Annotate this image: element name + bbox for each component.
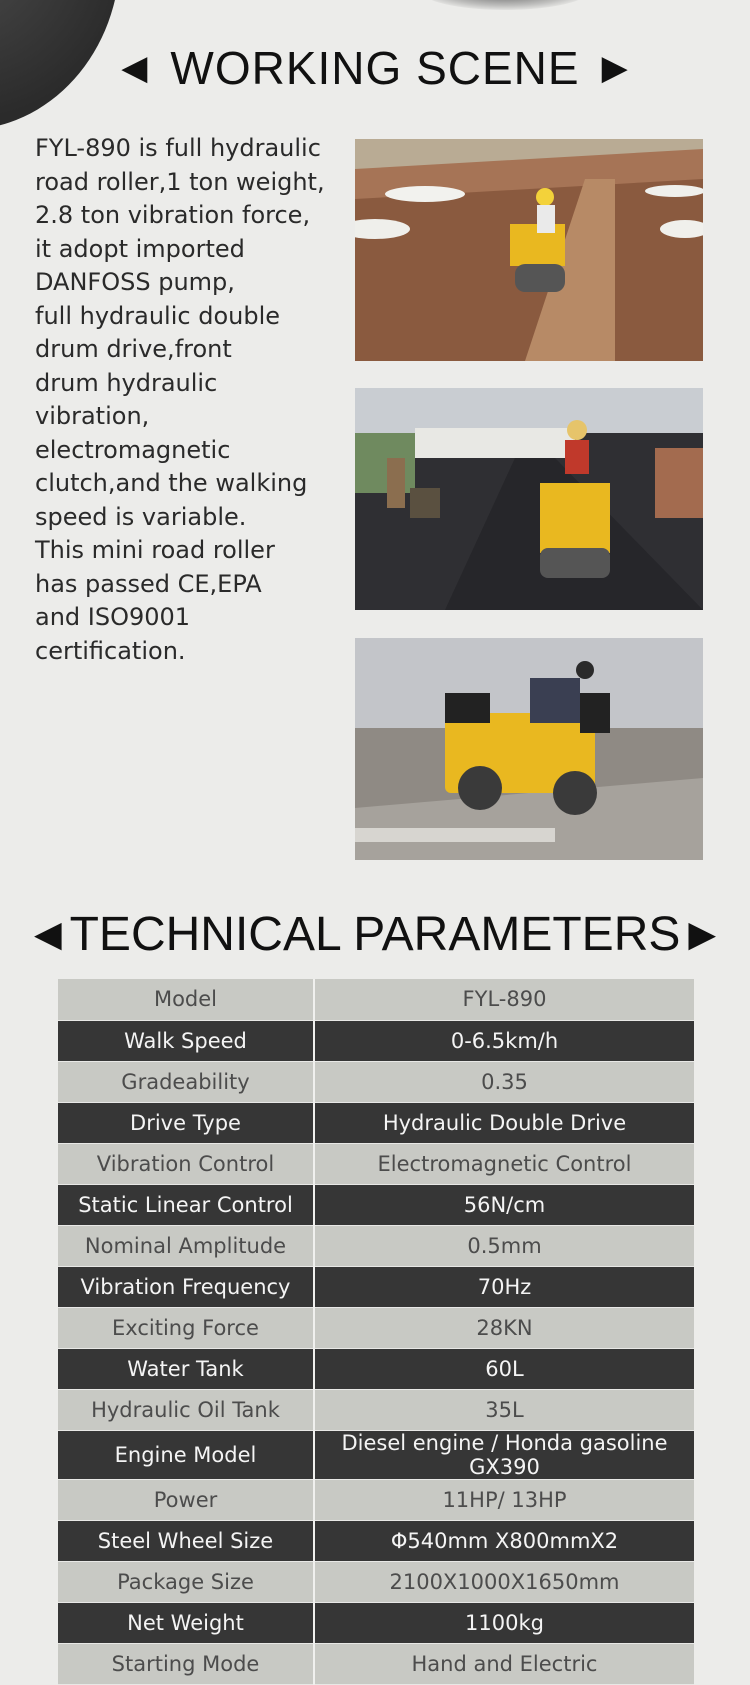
param-label: Package Size: [58, 1561, 314, 1602]
param-value: Electromagnetic Control: [314, 1143, 694, 1184]
param-value: Diesel engine / Honda gasoline GX390: [314, 1430, 694, 1479]
working-photo-dirt-field: [355, 139, 703, 361]
table-row: [58, 1061, 694, 1102]
param-value: FYL-890: [314, 979, 694, 1020]
param-label: Exciting Force: [58, 1307, 314, 1348]
left-triangle-icon: ◀: [34, 913, 62, 954]
table-row: [58, 1348, 694, 1389]
table-row: [58, 979, 694, 1020]
table-row: [58, 1020, 694, 1061]
param-label: Power: [58, 1479, 314, 1520]
right-triangle-icon: ▶: [688, 913, 716, 954]
right-triangle-icon: ▶: [601, 49, 629, 87]
param-label: Gradeability: [58, 1061, 314, 1102]
param-value: 11HP/ 13HP: [314, 1479, 694, 1520]
param-value: Hand and Electric: [314, 1643, 694, 1684]
param-label: Model: [58, 979, 314, 1020]
table-row: [58, 1102, 694, 1143]
technical-parameters-heading: [0, 902, 750, 966]
table-row: [58, 1430, 694, 1479]
table-row: [58, 1602, 694, 1643]
technical-parameters-title: TECHNICAL PARAMETERS: [69, 907, 681, 961]
param-label: Engine Model: [58, 1430, 314, 1479]
product-description: FYL-890 is full hydraulic road roller,1 ton weight, 2.8 ton vibration force, it adopt imported DANFOSS pump, full hydraulic double drum drive,front drum hydraulic vibration, electromagnetic clutch,and the walking speed is variable. This mini road roller has passed CE,EPA and ISO9001 certification.: [35, 134, 325, 665]
param-value: 56N/cm: [314, 1184, 694, 1225]
table-row: [58, 1184, 694, 1225]
table-row: [58, 1643, 694, 1684]
decorative-shadow: [420, 0, 590, 10]
parameters-table: [58, 979, 694, 1685]
table-row: [58, 1225, 694, 1266]
param-value: 1100kg: [314, 1602, 694, 1643]
param-label: Starting Mode: [58, 1643, 314, 1684]
param-value: 28KN: [314, 1307, 694, 1348]
param-label: Vibration Control: [58, 1143, 314, 1184]
param-value: Hydraulic Double Drive: [314, 1102, 694, 1143]
param-label: Net Weight: [58, 1602, 314, 1643]
working-scene-title: WORKING SCENE: [170, 42, 580, 94]
param-value: 2100X1000X1650mm: [314, 1561, 694, 1602]
table-row: [58, 1143, 694, 1184]
param-label: Nominal Amplitude: [58, 1225, 314, 1266]
param-value: 0.35: [314, 1061, 694, 1102]
param-label: Steel Wheel Size: [58, 1520, 314, 1561]
table-row: [58, 1520, 694, 1561]
param-label: Walk Speed: [58, 1020, 314, 1061]
param-label: Water Tank: [58, 1348, 314, 1389]
param-value: 0.5mm: [314, 1225, 694, 1266]
param-value: 70Hz: [314, 1266, 694, 1307]
table-row: [58, 1389, 694, 1430]
table-row: [58, 1479, 694, 1520]
table-row: [58, 1561, 694, 1602]
param-value: 60L: [314, 1348, 694, 1389]
param-value: Φ540mm X800mmX2: [314, 1520, 694, 1561]
param-value: 35L: [314, 1389, 694, 1430]
param-label: Static Linear Control: [58, 1184, 314, 1225]
table-row: [58, 1307, 694, 1348]
left-triangle-icon: ◀: [121, 49, 149, 87]
working-photo-asphalt-road: [355, 388, 703, 610]
param-label: Hydraulic Oil Tank: [58, 1389, 314, 1430]
working-photo-operator: [355, 638, 703, 860]
param-label: Drive Type: [58, 1102, 314, 1143]
param-label: Vibration Frequency: [58, 1266, 314, 1307]
working-scene-heading: [0, 38, 750, 98]
param-value: 0-6.5km/h: [314, 1020, 694, 1061]
table-row: [58, 1266, 694, 1307]
